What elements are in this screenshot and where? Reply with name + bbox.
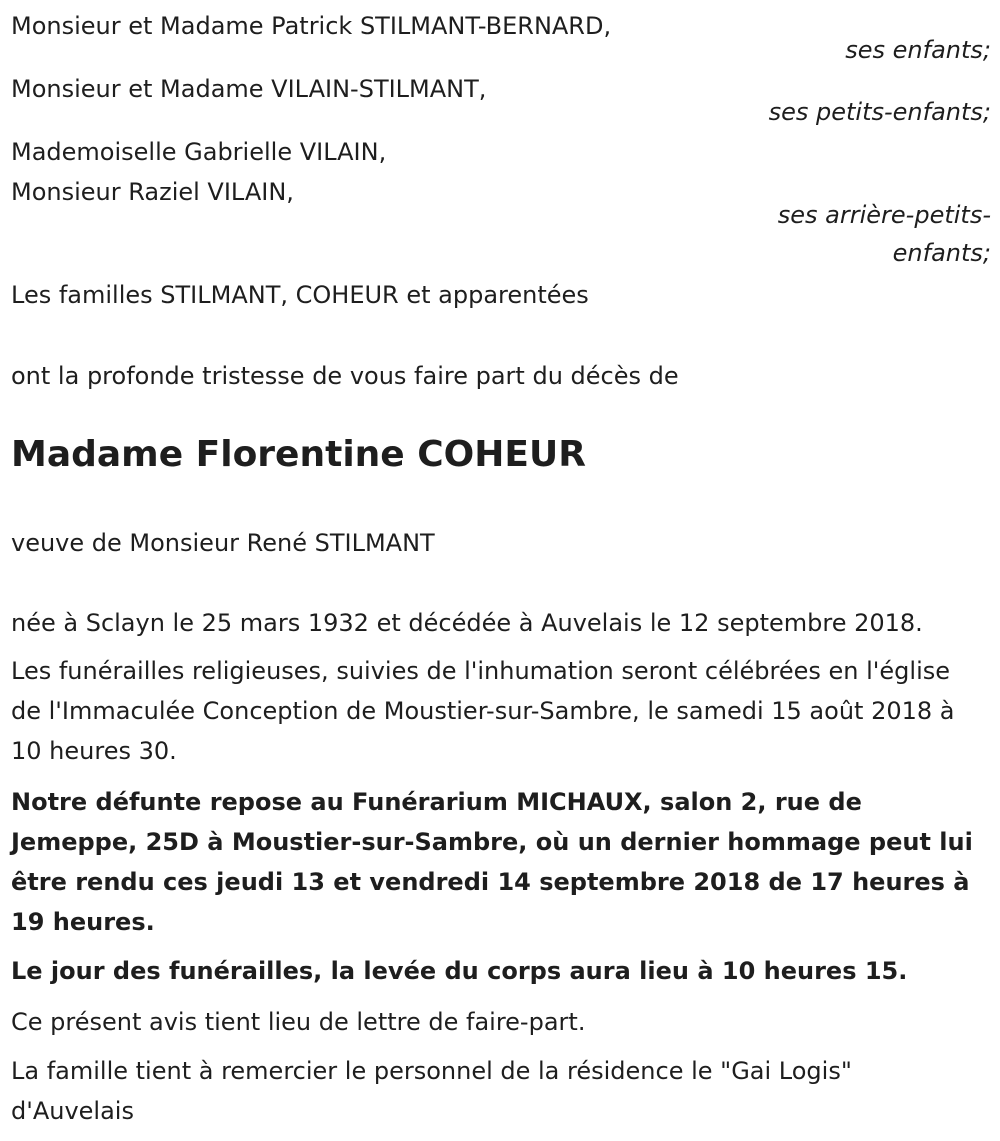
family-group-children — [11, 6, 991, 64]
families-line: Les familles STILMANT, COHEUR et apparentées — [11, 281, 589, 309]
thanks-text: La famille tient à remercier le personnel de la résidence le "Gai Logis" d'Auvelais — [11, 1057, 852, 1125]
deceased-name: Madame Florentine COHEUR — [11, 434, 586, 475]
family-role: ses enfants; — [845, 36, 991, 64]
repose-text: Notre défunte repose au Funérarium MICHAUX, salon 2, rue de Jemeppe, 25D à Moustier-sur-Sambre, où un dernier hommage peut lui être rendu ces jeudi 13 et vendredi 14 septembre 2018 de 17 heures à 19 heures. — [11, 788, 973, 936]
family-names-line: Mademoiselle Gabrielle VILAIN, — [11, 138, 387, 166]
family-names-line: Monsieur et Madame Patrick STILMANT-BERNARD, — [11, 12, 612, 40]
funeral-text: Les funérailles religieuses, suivies de l'inhumation seront célébrées en l'église de l'Immaculée Conception de Moustier-sur-Sambre, le samedi 15 août 2018 à 10 heures 30. — [11, 657, 955, 765]
announcement-text: ont la profonde tristesse de vous faire part du décès de — [11, 362, 679, 390]
family-role: ses arrière-petits-enfants; — [777, 201, 991, 267]
widow-of-text: veuve de Monsieur René STILMANT — [11, 529, 435, 557]
levee-text: Le jour des funérailles, la levée du corps aura lieu à 10 heures 15. — [11, 957, 908, 985]
family-group-great-grandchildren — [11, 132, 991, 267]
notice-text: Ce présent avis tient lieu de lettre de faire-part. — [11, 1008, 586, 1036]
birth-death-text: née à Sclayn le 25 mars 1932 et décédée à Auvelais le 12 septembre 2018. — [11, 609, 923, 637]
family-role: ses petits-enfants; — [768, 98, 991, 126]
family-group-grandchildren — [11, 69, 991, 126]
family-names-line: Monsieur et Madame VILAIN-STILMANT, — [11, 75, 487, 103]
family-names-line: Monsieur Raziel VILAIN, — [11, 178, 294, 206]
